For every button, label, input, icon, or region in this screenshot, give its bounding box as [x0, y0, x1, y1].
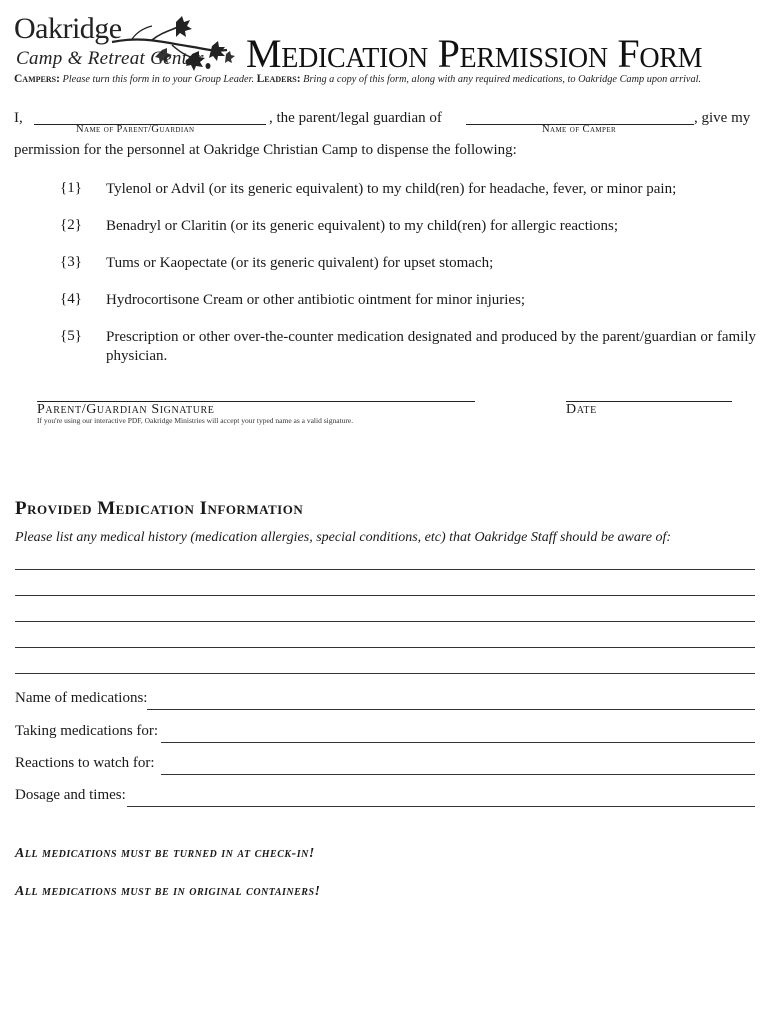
dosage-row [15, 787, 755, 809]
item-number: {4} [60, 291, 82, 307]
taking-for-row [15, 723, 755, 745]
medication-names-field[interactable] [147, 709, 755, 710]
guardian-statement [14, 110, 756, 134]
campers-label: Campers: [14, 73, 60, 85]
statement-i: I, [14, 110, 23, 126]
item-number: {1} [60, 180, 82, 196]
date-label: Date [566, 402, 597, 417]
item-number: {3} [60, 254, 82, 270]
form-instructions [14, 73, 759, 85]
signature-label: Parent/Guardian Signature [37, 402, 215, 417]
medical-history-line[interactable] [15, 569, 755, 570]
medication-names-label: Name of medications: [15, 690, 148, 706]
taking-for-field[interactable] [161, 742, 755, 743]
oakridge-logo [12, 12, 244, 74]
medical-history-line[interactable] [15, 673, 755, 674]
item-text: Prescription or other over-the-counter medication designated and produced by the parent/guardian or family physician. [106, 329, 756, 364]
medication-names-row [15, 690, 755, 712]
dosage-label: Dosage and times: [15, 787, 126, 803]
item-text: Hydrocortisone Cream or other antibiotic ointment for minor injuries; [106, 292, 526, 308]
check-in-warning: All medications must be turned in at check-in! [15, 846, 315, 861]
logo-wordmark: Oakridge [14, 12, 122, 45]
item-number: {2} [60, 217, 82, 233]
camper-name-caption: Name of Camper [542, 124, 617, 135]
taking-for-label: Taking medications for: [15, 723, 159, 739]
item-number: {5} [60, 328, 82, 344]
parent-name-caption: Name of Parent/Guardian [76, 124, 195, 135]
medication-section-title: Provided Medication Information [15, 498, 304, 519]
statement-guardian-of: , the parent/legal guardian of [269, 110, 442, 126]
item-text: Benadryl or Claritin (or its generic equivalent) to my child(ren) for allergic reactions; [106, 218, 619, 234]
statement-give-my: , give my [694, 110, 751, 126]
signature-note: If you're using our interactive PDF, Oakridge Ministries will accept your typed name as a valid signature. [37, 416, 354, 425]
page-title: Medication Permission Form [246, 31, 703, 76]
container-warning: All medications must be in original containers! [15, 884, 321, 899]
campers-instruction: Please turn this form in to your Group Leader. [62, 74, 255, 85]
dosage-field[interactable] [127, 806, 755, 807]
reactions-row [15, 755, 755, 777]
medical-history-line[interactable] [15, 621, 755, 622]
item-text: Tums or Kaopectate (or its generic quivalent) for upset stomach; [106, 255, 494, 271]
logo-subtitle: Camp & Retreat Center [16, 48, 204, 69]
medical-history-line[interactable] [15, 647, 755, 648]
permission-statement: permission for the personnel at Oakridge Christian Camp to dispense the following: [14, 142, 517, 158]
item-text: Tylenol or Advil (or its generic equivalent) to my child(ren) for headache, fever, or minor pain; [106, 181, 677, 197]
reactions-field[interactable] [161, 774, 755, 775]
reactions-label: Reactions to watch for: [15, 755, 155, 771]
leaders-instruction: Bring a copy of this form, along with any required medications, to Oakridge Camp upon arrival. [303, 74, 702, 85]
medication-section-subtitle: Please list any medical history (medication allergies, special conditions, etc) that Oakridge Staff should be aware of: [15, 530, 672, 545]
medical-history-line[interactable] [15, 595, 755, 596]
leaders-label: Leaders: [256, 73, 301, 85]
